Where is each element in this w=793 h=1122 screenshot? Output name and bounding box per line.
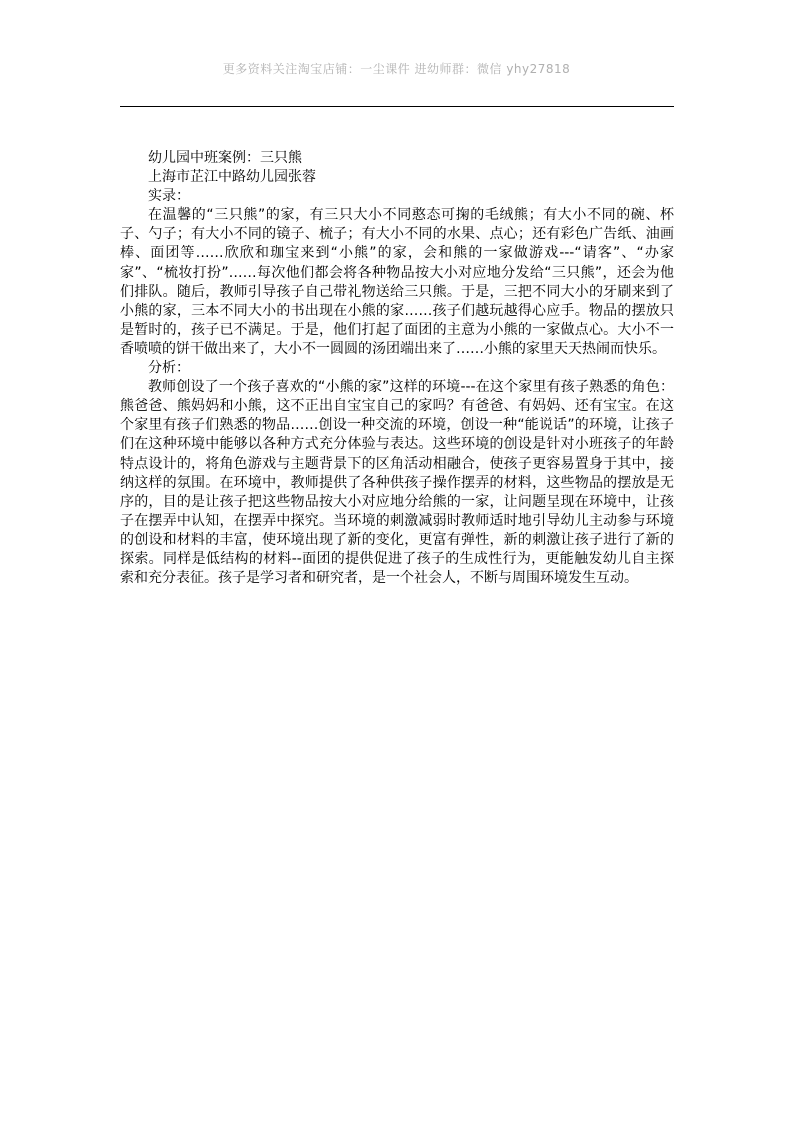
document-title: 幼儿园中班案例：三只熊 [148, 150, 302, 166]
analysis-heading: 分析： [148, 360, 190, 377]
document-body [120, 149, 674, 588]
record-paragraph: 在温馨的“三只熊”的家，有三只大小不同憨态可掬的毛绒熊；有大小不同的碗、杯子、勺子；有大小不同的镜子、梳子；有大小不同的水果、点心；还有彩色广告纸、油画棒、面团等……欣欣和珈宝来到“小熊”的家，会和熊的一家做游戏---“请客”、“办家家”、“梳妆打扮”……每次他们都会将各种物品按大小对应地分发给“三只熊”，还会为他们排队。随后，教师引导孩子自己带礼物送给三只熊。于是，三把不同大小的牙刷来到了小熊的家，三本不同大小的书出现在小熊的家……孩子们越玩越得心应手。物品的摆放只是暂时的，孩子已不满足。于是，他们打起了面团的主意为小熊的一家做点心。大小不一香喷喷的饼干做出来了，大小不一圆圆的汤团端出来了……小熊的家里天天热闹而快乐。 [120, 207, 674, 357]
page-header-watermark: 更多资料关注淘宝店铺：一尘课件 进幼师群：微信 yhy27818 [222, 62, 571, 76]
header-divider [120, 106, 674, 107]
analysis-paragraph: 教师创设了一个孩子喜欢的“小熊的家”这样的环境---在这个家里有孩子熟悉的角色：熊爸爸、熊妈妈和小熊，这不正出自宝宝自己的家吗？有爸爸、有妈妈、还有宝宝。在这个家里有孩子们熟悉的物品……创设一种交流的环境，创设一种“能说话”的环境，让孩子们在这种环境中能够以各种方式充分体验与表达。这些环境的创设是针对小班孩子的年龄特点设计的，将角色游戏与主题背景下的区角活动相融合，使孩子更容易置身于其中，接纳这样的氛围。在环境中，教师提供了各种供孩子操作摆弄的材料，这些物品的摆放是无序的，目的是让孩子把这些物品按大小对应地分给熊的一家，让问题呈现在环境中，让孩子在摆弄中认知，在摆弄中探究。当环境的刺激减弱时教师适时地引导幼儿主动参与环境的创设和材料的丰富，使环境出现了新的变化，更富有弹性，新的刺激让孩子进行了新的探索。同样是低结构的材料--面团的提供促进了孩子的生成性行为，更能触发幼儿自主探索和充分表征。孩子是学习者和研究者，是一个社会人，不断与周围环境发生互动。 [120, 379, 674, 587]
document-author: 上海市芷江中路幼儿园张蓉 [148, 169, 316, 186]
record-heading: 实录： [148, 188, 190, 205]
